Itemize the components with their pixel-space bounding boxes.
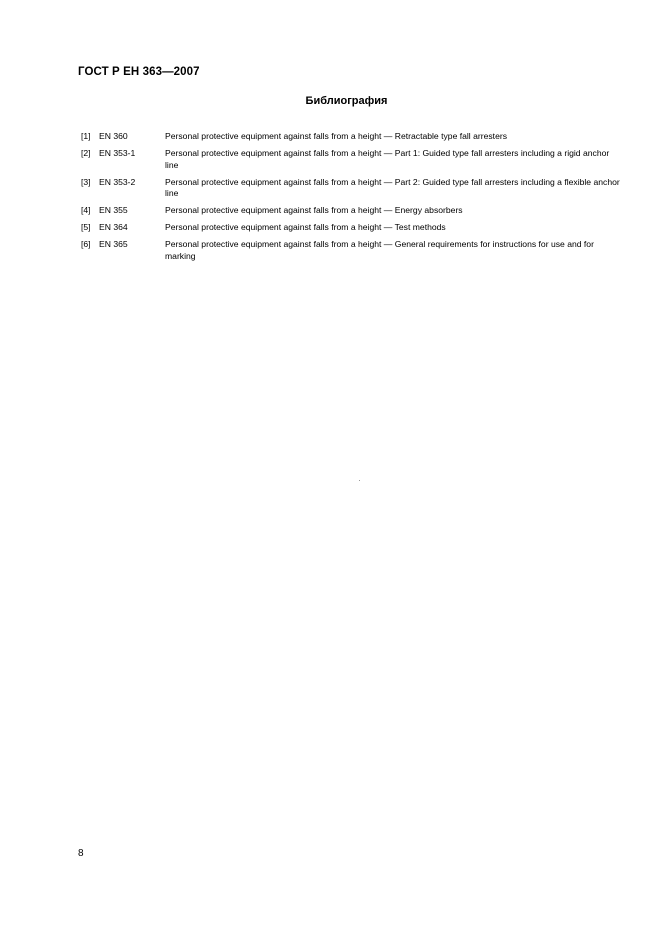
bibliography-entry — [81, 131, 621, 143]
entry-standard-code: EN 355 — [99, 205, 128, 215]
bibliography-list — [81, 131, 621, 268]
page-number: 8 — [78, 848, 84, 859]
entry-number: [6] — [81, 239, 91, 249]
entry-standard-code: EN 353-2 — [99, 176, 136, 187]
entry-standard-code: EN 353-1 — [99, 148, 136, 158]
scan-speck — [359, 480, 360, 481]
entry-number: [5] — [81, 222, 91, 232]
entry-title: Personal protective equipment against falls from a height — Retractable type fall arresters — [165, 131, 508, 141]
bibliography-entry — [81, 148, 621, 171]
entry-number: [1] — [81, 131, 91, 141]
document-id-header: ГОСТ Р ЕН 363—2007 — [78, 66, 200, 78]
entry-standard-code: EN 365 — [99, 239, 128, 249]
bibliography-entry — [81, 239, 621, 262]
bibliography-title: Библиография — [305, 95, 388, 107]
entry-number: [4] — [81, 205, 91, 215]
bibliography-entry — [81, 177, 621, 200]
entry-standard-code: EN 360 — [99, 131, 128, 141]
entry-title: Personal protective equipment against falls from a height — Energy absorbers — [165, 205, 463, 215]
entry-number: [3] — [81, 176, 91, 187]
bibliography-entry — [81, 205, 621, 217]
entry-standard-code: EN 364 — [99, 222, 128, 232]
bibliography-entry — [81, 222, 621, 234]
entry-number: [2] — [81, 148, 91, 158]
entry-title: Personal protective equipment against falls from a height — Part 2: Guided type fall arresters including a flexible anchor line — [165, 176, 620, 198]
entry-title: Personal protective equipment against falls from a height — Part 1: Guided type fall arresters including a rigid anchor line — [165, 148, 610, 170]
entry-title: Personal protective equipment against falls from a height — General requirements for instructions for use and for marking — [165, 239, 594, 261]
entry-title: Personal protective equipment against falls from a height — Test methods — [165, 222, 446, 232]
